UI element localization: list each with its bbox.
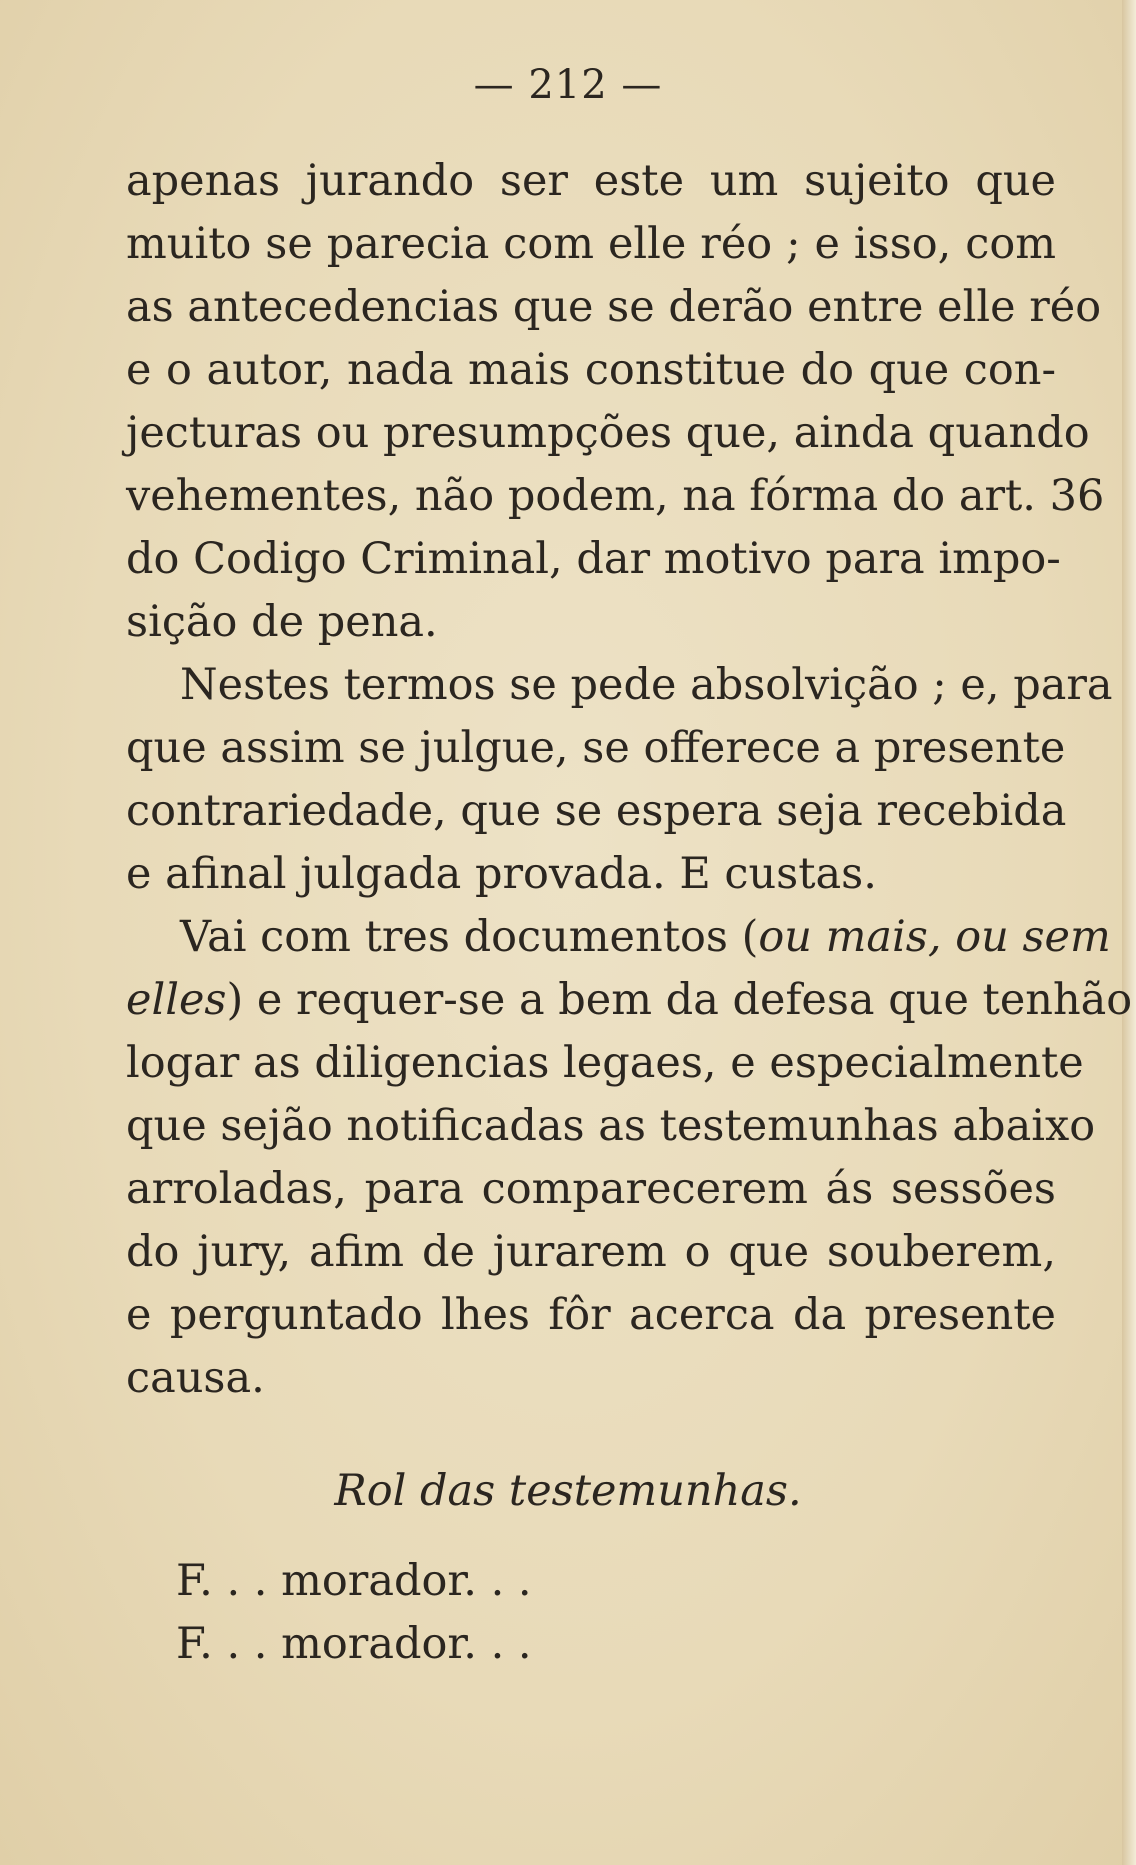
list-item: F. . . morador. . . — [176, 1619, 532, 1669]
text-line: que sejão notificadas as testemunhas abaixo — [126, 1101, 1096, 1151]
text-line: as antecedencias que se derão entre elle réo — [126, 282, 1102, 332]
text-run: ) e requer-se a bem da defesa que tenhão — [226, 975, 1133, 1025]
text-line: muito se parecia com elle réo ; e isso, com — [126, 219, 1056, 269]
text-line: sição de pena. — [126, 597, 438, 647]
text-line: vehementes, não podem, na fórma do art. 36 — [126, 471, 1105, 521]
page-number: — 212 — — [473, 62, 663, 108]
italic-text: elles — [126, 975, 227, 1025]
text-line: jecturas ou presumpções que, ainda quando — [126, 408, 1090, 458]
body-text — [126, 150, 1133, 1410]
text-line: e afinal julgada provada. E custas. — [126, 849, 877, 899]
section-heading: Rol das testemunhas. — [334, 1466, 802, 1516]
text-line: causa. — [126, 1353, 265, 1403]
text-line: apenas jurando ser este um sujeito que — [126, 156, 1056, 206]
text-line: que assim se julgue, se offerece a presente — [126, 723, 1066, 773]
text-run: Vai com tres documentos ( — [180, 912, 759, 962]
text-line: Nestes termos se pede absolvição ; e, para — [180, 660, 1113, 710]
witness-list — [176, 1550, 532, 1676]
page-edge — [1122, 0, 1136, 1865]
text-line: logar as diligencias legaes, e especialmente — [126, 1038, 1084, 1088]
list-item: F. . . morador. . . — [176, 1556, 532, 1606]
text-line: do jury, afim de jurarem o que souberem, — [126, 1227, 1056, 1277]
italic-text: ou mais, ou sem — [758, 912, 1111, 962]
text-line: contrariedade, que se espera seja recebida — [126, 786, 1067, 836]
text-line — [126, 906, 1111, 969]
text-line: arroladas, para comparecerem ás sessões — [126, 1164, 1056, 1214]
text-line: e o autor, nada mais constitue do que con- — [126, 345, 1056, 395]
text-line: e perguntado lhes fôr acerca da presente — [126, 1290, 1056, 1340]
text-line — [126, 969, 1133, 1032]
text-line: do Codigo Criminal, dar motivo para impo- — [126, 534, 1061, 584]
